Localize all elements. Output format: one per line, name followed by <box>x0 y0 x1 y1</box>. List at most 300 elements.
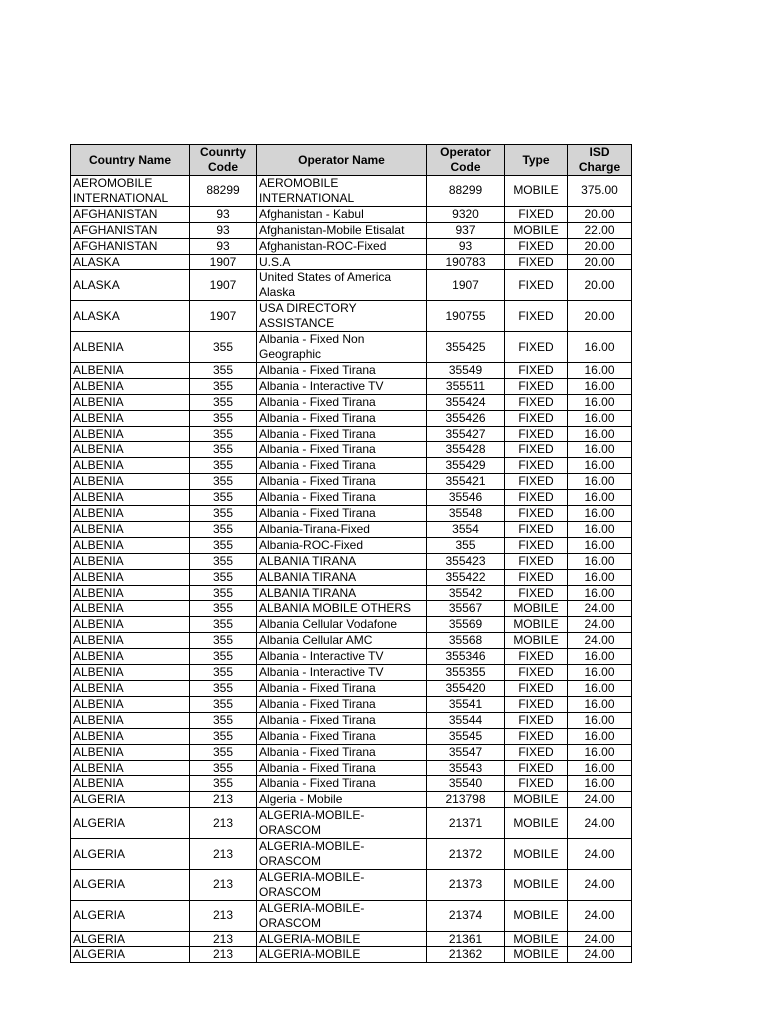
cell-type: FIXED <box>505 254 568 270</box>
cell-country-name: ALBENIA <box>71 696 190 712</box>
cell-type: FIXED <box>505 728 568 744</box>
cell-type: MOBILE <box>505 176 568 207</box>
cell-type: MOBILE <box>505 839 568 870</box>
table-row <box>71 681 632 697</box>
cell-operator-name: ALGERIA-MOBILE-ORASCOM <box>257 869 427 900</box>
cell-operator-code: 35541 <box>427 696 505 712</box>
cell-country-code: 355 <box>190 394 257 410</box>
cell-country-name: ALBENIA <box>71 617 190 633</box>
cell-operator-code: 355 <box>427 537 505 553</box>
cell-operator-name: Albania - Interactive TV <box>257 378 427 394</box>
isd-rates-table <box>70 144 632 963</box>
header-operator-code: Operator Code <box>427 145 505 176</box>
table-row <box>71 553 632 569</box>
cell-operator-code: 21372 <box>427 839 505 870</box>
table-row <box>71 176 632 207</box>
cell-country-name: ALGERIA <box>71 947 190 963</box>
cell-operator-name: Albania - Fixed Tirana <box>257 474 427 490</box>
cell-operator-name: Albania - Fixed Tirana <box>257 490 427 506</box>
table-row <box>71 931 632 947</box>
cell-country-name: ALBENIA <box>71 490 190 506</box>
cell-operator-name: Albania-Tirana-Fixed <box>257 521 427 537</box>
cell-operator-code: 355346 <box>427 649 505 665</box>
cell-operator-name: United States of America Alaska <box>257 270 427 301</box>
cell-isd-charge: 16.00 <box>568 521 632 537</box>
header-row <box>71 145 632 176</box>
cell-operator-name: Albania - Fixed Tirana <box>257 760 427 776</box>
cell-operator-name: ALBANIA TIRANA <box>257 569 427 585</box>
cell-country-name: ALBENIA <box>71 776 190 792</box>
cell-isd-charge: 16.00 <box>568 681 632 697</box>
table-row <box>71 206 632 222</box>
table-row <box>71 947 632 963</box>
table-header <box>71 145 632 176</box>
table-row <box>71 808 632 839</box>
cell-country-code: 213 <box>190 900 257 931</box>
table-row <box>71 254 632 270</box>
cell-type: FIXED <box>505 426 568 442</box>
table-row <box>71 712 632 728</box>
cell-country-name: ALBENIA <box>71 585 190 601</box>
cell-operator-name: AEROMOBILE INTERNATIONAL <box>257 176 427 207</box>
cell-operator-code: 35569 <box>427 617 505 633</box>
cell-operator-code: 190755 <box>427 301 505 332</box>
cell-isd-charge: 24.00 <box>568 931 632 947</box>
table-row <box>71 760 632 776</box>
cell-isd-charge: 24.00 <box>568 808 632 839</box>
cell-country-name: AEROMOBILE INTERNATIONAL <box>71 176 190 207</box>
cell-operator-code: 3554 <box>427 521 505 537</box>
cell-isd-charge: 16.00 <box>568 410 632 426</box>
cell-country-code: 88299 <box>190 176 257 207</box>
cell-isd-charge: 16.00 <box>568 649 632 665</box>
cell-operator-name: U.S.A <box>257 254 427 270</box>
cell-country-name: ALBENIA <box>71 681 190 697</box>
cell-type: FIXED <box>505 332 568 363</box>
cell-country-code: 355 <box>190 617 257 633</box>
cell-operator-name: ALGERIA-MOBILE-ORASCOM <box>257 900 427 931</box>
cell-operator-code: 355425 <box>427 332 505 363</box>
cell-country-name: ALBENIA <box>71 506 190 522</box>
cell-operator-name: Albania - Fixed Tirana <box>257 362 427 378</box>
cell-operator-name: Afghanistan-ROC-Fixed <box>257 238 427 254</box>
table-row <box>71 900 632 931</box>
cell-type: FIXED <box>505 270 568 301</box>
cell-isd-charge: 22.00 <box>568 222 632 238</box>
cell-type: MOBILE <box>505 931 568 947</box>
cell-country-code: 355 <box>190 728 257 744</box>
cell-country-name: ALASKA <box>71 254 190 270</box>
cell-type: FIXED <box>505 410 568 426</box>
table-body <box>71 176 632 963</box>
cell-country-code: 93 <box>190 222 257 238</box>
cell-isd-charge: 16.00 <box>568 490 632 506</box>
cell-country-name: ALGERIA <box>71 931 190 947</box>
cell-country-code: 355 <box>190 665 257 681</box>
cell-country-code: 213 <box>190 869 257 900</box>
cell-type: FIXED <box>505 585 568 601</box>
cell-operator-code: 35548 <box>427 506 505 522</box>
cell-operator-name: Albania - Fixed Tirana <box>257 458 427 474</box>
cell-operator-code: 355428 <box>427 442 505 458</box>
cell-operator-name: Albania - Fixed Tirana <box>257 442 427 458</box>
cell-country-name: ALBENIA <box>71 553 190 569</box>
cell-type: MOBILE <box>505 792 568 808</box>
cell-operator-code: 355422 <box>427 569 505 585</box>
cell-isd-charge: 20.00 <box>568 254 632 270</box>
table-row <box>71 792 632 808</box>
cell-operator-code: 213798 <box>427 792 505 808</box>
table-row <box>71 238 632 254</box>
cell-type: MOBILE <box>505 222 568 238</box>
cell-country-name: ALGERIA <box>71 839 190 870</box>
cell-type: MOBILE <box>505 869 568 900</box>
cell-country-code: 355 <box>190 490 257 506</box>
cell-operator-name: Albania - Fixed Tirana <box>257 394 427 410</box>
cell-isd-charge: 24.00 <box>568 792 632 808</box>
cell-country-code: 1907 <box>190 254 257 270</box>
cell-country-name: ALASKA <box>71 270 190 301</box>
cell-type: FIXED <box>505 301 568 332</box>
table-row <box>71 332 632 363</box>
cell-isd-charge: 24.00 <box>568 617 632 633</box>
cell-type: FIXED <box>505 537 568 553</box>
cell-operator-code: 9320 <box>427 206 505 222</box>
cell-type: MOBILE <box>505 900 568 931</box>
cell-country-code: 1907 <box>190 301 257 332</box>
cell-operator-name: Albania - Fixed Tirana <box>257 776 427 792</box>
cell-country-name: ALBENIA <box>71 760 190 776</box>
cell-country-code: 355 <box>190 426 257 442</box>
cell-country-name: ALGERIA <box>71 792 190 808</box>
cell-country-name: ALGERIA <box>71 900 190 931</box>
cell-operator-name: Albania - Fixed Tirana <box>257 410 427 426</box>
cell-operator-name: Albania-ROC-Fixed <box>257 537 427 553</box>
cell-country-name: ALBENIA <box>71 332 190 363</box>
cell-isd-charge: 24.00 <box>568 900 632 931</box>
table-row <box>71 394 632 410</box>
cell-isd-charge: 16.00 <box>568 332 632 363</box>
cell-country-code: 213 <box>190 839 257 870</box>
cell-isd-charge: 24.00 <box>568 839 632 870</box>
table-row <box>71 869 632 900</box>
cell-operator-code: 35542 <box>427 585 505 601</box>
cell-type: FIXED <box>505 442 568 458</box>
cell-operator-code: 35547 <box>427 744 505 760</box>
cell-type: MOBILE <box>505 808 568 839</box>
cell-operator-code: 93 <box>427 238 505 254</box>
cell-operator-code: 355426 <box>427 410 505 426</box>
cell-operator-code: 35546 <box>427 490 505 506</box>
cell-operator-code: 355427 <box>427 426 505 442</box>
cell-country-code: 355 <box>190 521 257 537</box>
table-row <box>71 617 632 633</box>
cell-type: MOBILE <box>505 601 568 617</box>
cell-operator-code: 21362 <box>427 947 505 963</box>
cell-operator-name: ALGERIA-MOBILE-ORASCOM <box>257 808 427 839</box>
cell-isd-charge: 16.00 <box>568 442 632 458</box>
table-row <box>71 378 632 394</box>
cell-type: FIXED <box>505 776 568 792</box>
cell-isd-charge: 20.00 <box>568 301 632 332</box>
cell-operator-code: 355423 <box>427 553 505 569</box>
cell-type: FIXED <box>505 206 568 222</box>
cell-operator-name: USA DIRECTORY ASSISTANCE <box>257 301 427 332</box>
cell-isd-charge: 16.00 <box>568 474 632 490</box>
cell-country-name: ALBENIA <box>71 649 190 665</box>
cell-country-code: 355 <box>190 649 257 665</box>
cell-operator-name: Albania - Interactive TV <box>257 665 427 681</box>
cell-country-code: 213 <box>190 792 257 808</box>
cell-isd-charge: 16.00 <box>568 362 632 378</box>
cell-country-code: 355 <box>190 458 257 474</box>
cell-country-code: 355 <box>190 378 257 394</box>
cell-operator-code: 35543 <box>427 760 505 776</box>
cell-country-code: 213 <box>190 947 257 963</box>
cell-isd-charge: 16.00 <box>568 760 632 776</box>
header-country-code: Counrty Code <box>190 145 257 176</box>
cell-operator-code: 355429 <box>427 458 505 474</box>
cell-isd-charge: 16.00 <box>568 394 632 410</box>
cell-isd-charge: 16.00 <box>568 744 632 760</box>
cell-operator-name: Albania - Fixed Tirana <box>257 426 427 442</box>
cell-type: FIXED <box>505 378 568 394</box>
header-isd-charge: ISD Charge <box>568 145 632 176</box>
cell-type: FIXED <box>505 490 568 506</box>
cell-operator-code: 21374 <box>427 900 505 931</box>
cell-country-name: AFGHANISTAN <box>71 206 190 222</box>
cell-isd-charge: 24.00 <box>568 869 632 900</box>
cell-isd-charge: 16.00 <box>568 378 632 394</box>
cell-isd-charge: 16.00 <box>568 728 632 744</box>
cell-country-code: 213 <box>190 808 257 839</box>
cell-country-name: ALBENIA <box>71 458 190 474</box>
table-row <box>71 569 632 585</box>
cell-operator-name: Algeria - Mobile <box>257 792 427 808</box>
cell-country-code: 355 <box>190 474 257 490</box>
table-row <box>71 601 632 617</box>
cell-country-code: 93 <box>190 206 257 222</box>
cell-country-name: AFGHANISTAN <box>71 238 190 254</box>
cell-operator-code: 21361 <box>427 931 505 947</box>
cell-isd-charge: 16.00 <box>568 458 632 474</box>
cell-country-code: 355 <box>190 712 257 728</box>
cell-operator-name: ALBANIA TIRANA <box>257 553 427 569</box>
cell-type: FIXED <box>505 362 568 378</box>
cell-isd-charge: 16.00 <box>568 665 632 681</box>
cell-type: FIXED <box>505 238 568 254</box>
cell-country-name: ALBENIA <box>71 474 190 490</box>
cell-operator-name: Albania Cellular AMC <box>257 633 427 649</box>
cell-country-code: 355 <box>190 553 257 569</box>
cell-operator-name: Albania - Fixed Tirana <box>257 681 427 697</box>
cell-type: FIXED <box>505 394 568 410</box>
cell-operator-name: ALBANIA TIRANA <box>257 585 427 601</box>
cell-operator-name: Afghanistan-Mobile Etisalat <box>257 222 427 238</box>
cell-type: FIXED <box>505 474 568 490</box>
cell-isd-charge: 24.00 <box>568 947 632 963</box>
cell-country-code: 355 <box>190 585 257 601</box>
cell-country-code: 355 <box>190 442 257 458</box>
cell-type: FIXED <box>505 553 568 569</box>
cell-country-name: ALBENIA <box>71 537 190 553</box>
table-row <box>71 839 632 870</box>
cell-country-name: ALBENIA <box>71 728 190 744</box>
cell-country-code: 355 <box>190 362 257 378</box>
cell-operator-code: 355355 <box>427 665 505 681</box>
table-row <box>71 301 632 332</box>
cell-type: FIXED <box>505 665 568 681</box>
table-row <box>71 649 632 665</box>
cell-operator-name: Afghanistan - Kabul <box>257 206 427 222</box>
cell-isd-charge: 16.00 <box>568 696 632 712</box>
table-row <box>71 744 632 760</box>
cell-country-code: 355 <box>190 776 257 792</box>
cell-operator-code: 21373 <box>427 869 505 900</box>
cell-country-code: 355 <box>190 760 257 776</box>
cell-operator-code: 1907 <box>427 270 505 301</box>
cell-operator-name: ALGERIA-MOBILE <box>257 947 427 963</box>
cell-operator-code: 355420 <box>427 681 505 697</box>
cell-country-name: ALBENIA <box>71 744 190 760</box>
cell-country-name: ALBENIA <box>71 665 190 681</box>
cell-country-code: 213 <box>190 931 257 947</box>
cell-country-code: 355 <box>190 744 257 760</box>
cell-country-code: 355 <box>190 696 257 712</box>
cell-type: MOBILE <box>505 633 568 649</box>
table-row <box>71 458 632 474</box>
cell-operator-code: 355424 <box>427 394 505 410</box>
cell-country-name: ALGERIA <box>71 808 190 839</box>
cell-isd-charge: 375.00 <box>568 176 632 207</box>
cell-country-name: ALASKA <box>71 301 190 332</box>
cell-country-code: 355 <box>190 601 257 617</box>
table-row <box>71 633 632 649</box>
table-row <box>71 410 632 426</box>
cell-type: MOBILE <box>505 617 568 633</box>
cell-operator-name: Albania Cellular Vodafone <box>257 617 427 633</box>
cell-country-name: AFGHANISTAN <box>71 222 190 238</box>
cell-isd-charge: 24.00 <box>568 601 632 617</box>
cell-operator-name: Albania - Fixed Tirana <box>257 696 427 712</box>
cell-country-name: ALBENIA <box>71 378 190 394</box>
cell-operator-code: 35540 <box>427 776 505 792</box>
cell-operator-code: 35567 <box>427 601 505 617</box>
cell-isd-charge: 16.00 <box>568 426 632 442</box>
cell-operator-name: ALGERIA-MOBILE <box>257 931 427 947</box>
cell-country-name: ALBENIA <box>71 426 190 442</box>
cell-country-name: ALBENIA <box>71 633 190 649</box>
cell-type: FIXED <box>505 744 568 760</box>
table-row <box>71 506 632 522</box>
cell-type: FIXED <box>505 649 568 665</box>
table-row <box>71 537 632 553</box>
cell-isd-charge: 20.00 <box>568 270 632 301</box>
cell-country-code: 355 <box>190 506 257 522</box>
cell-country-name: ALBENIA <box>71 410 190 426</box>
cell-isd-charge: 16.00 <box>568 585 632 601</box>
cell-country-code: 93 <box>190 238 257 254</box>
cell-operator-code: 88299 <box>427 176 505 207</box>
table-row <box>71 222 632 238</box>
table-row <box>71 665 632 681</box>
table-row <box>71 442 632 458</box>
cell-operator-name: Albania - Fixed Non Geographic <box>257 332 427 363</box>
cell-operator-code: 35549 <box>427 362 505 378</box>
cell-isd-charge: 20.00 <box>568 206 632 222</box>
cell-country-name: ALBENIA <box>71 362 190 378</box>
cell-country-name: ALBENIA <box>71 569 190 585</box>
table-row <box>71 696 632 712</box>
table-row <box>71 362 632 378</box>
table-row <box>71 474 632 490</box>
cell-type: FIXED <box>505 696 568 712</box>
cell-country-name: ALBENIA <box>71 442 190 458</box>
cell-isd-charge: 20.00 <box>568 238 632 254</box>
table-row <box>71 270 632 301</box>
cell-type: FIXED <box>505 458 568 474</box>
cell-type: FIXED <box>505 760 568 776</box>
table-row <box>71 776 632 792</box>
cell-country-name: ALBENIA <box>71 712 190 728</box>
table-row <box>71 728 632 744</box>
cell-type: FIXED <box>505 521 568 537</box>
cell-country-code: 355 <box>190 332 257 363</box>
cell-country-name: ALBENIA <box>71 601 190 617</box>
cell-operator-code: 937 <box>427 222 505 238</box>
cell-type: FIXED <box>505 506 568 522</box>
cell-operator-name: Albania - Fixed Tirana <box>257 506 427 522</box>
cell-country-name: ALBENIA <box>71 521 190 537</box>
cell-operator-code: 355511 <box>427 378 505 394</box>
cell-country-name: ALGERIA <box>71 869 190 900</box>
cell-operator-name: ALGERIA-MOBILE-ORASCOM <box>257 839 427 870</box>
cell-operator-name: ALBANIA MOBILE OTHERS <box>257 601 427 617</box>
cell-isd-charge: 16.00 <box>568 506 632 522</box>
cell-country-code: 355 <box>190 681 257 697</box>
table-row <box>71 426 632 442</box>
cell-isd-charge: 16.00 <box>568 712 632 728</box>
cell-country-code: 355 <box>190 633 257 649</box>
cell-country-code: 355 <box>190 410 257 426</box>
cell-operator-code: 35544 <box>427 712 505 728</box>
header-country-name: Country Name <box>71 145 190 176</box>
cell-type: MOBILE <box>505 947 568 963</box>
table-row <box>71 490 632 506</box>
cell-country-code: 355 <box>190 537 257 553</box>
table-row <box>71 585 632 601</box>
cell-operator-name: Albania - Fixed Tirana <box>257 744 427 760</box>
header-operator-name: Operator Name <box>257 145 427 176</box>
cell-type: FIXED <box>505 569 568 585</box>
cell-isd-charge: 16.00 <box>568 553 632 569</box>
header-type: Type <box>505 145 568 176</box>
cell-operator-code: 35545 <box>427 728 505 744</box>
cell-operator-name: Albania - Fixed Tirana <box>257 728 427 744</box>
cell-country-code: 1907 <box>190 270 257 301</box>
cell-operator-code: 355421 <box>427 474 505 490</box>
table-row <box>71 521 632 537</box>
cell-isd-charge: 16.00 <box>568 569 632 585</box>
cell-type: FIXED <box>505 681 568 697</box>
cell-operator-code: 21371 <box>427 808 505 839</box>
cell-operator-code: 35568 <box>427 633 505 649</box>
cell-isd-charge: 16.00 <box>568 537 632 553</box>
cell-operator-name: Albania - Fixed Tirana <box>257 712 427 728</box>
cell-operator-code: 190783 <box>427 254 505 270</box>
cell-operator-name: Albania - Interactive TV <box>257 649 427 665</box>
cell-isd-charge: 16.00 <box>568 776 632 792</box>
